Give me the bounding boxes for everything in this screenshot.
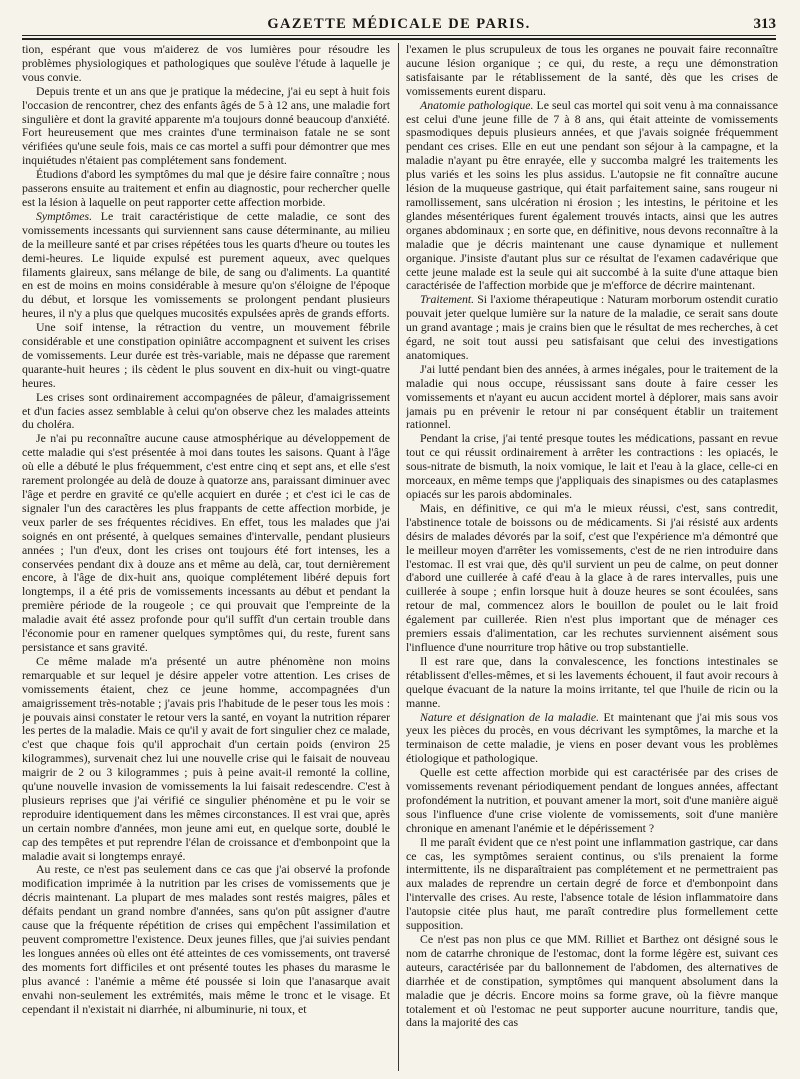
paragraph: [406, 99, 778, 294]
paragraph: Au reste, ce n'est pas seulement dans ce cas que j'ai observé la profonde modification imprimée à la nutrition par les crises de vomissements que je décris maintenant. La plupart de mes malades sont restés maigres, pâles et défaits pendant un grand nombre d'années, sans qu'on pût assigner d'autre cause que la fréquente répétition de crises qui empêchent l'assimilation et peuvent compromettre l'existence. Deux jeunes filles, que j'ai suivies pendant les longues années où elles ont été atteintes de ces vomissements, ont traversé des moments fort difficiles et ont présenté toutes les phases du marasme le plus avancé : l'anémie a même été poussée si loin que l'anasarque avait envahi non-seulement les extrémités, mais même le tronc et le visage. Et cependant il n'existait ni diarrhée, ni albuminurie, ni toux, et: [22, 862, 390, 1016]
paragraph: Je n'ai pu reconnaître aucune cause atmosphérique au développement de cette maladie qui s'est présentée à moi dans toutes les saisons. Quant à l'âge où elle a débuté le plus fréquemment, c'est entre cinq et sept ans, et elle s'est rarement prolongée au delà de douze à quatorze ans, paraissant diminuer avec l'âge et perdre en gravité ce qu'elle acquiert en durée ; et c'est ici le cas de signaler l'un des caractères les plus frappants de cette affection morbide, je veux parler de ses fréquentes récidives. En effet, tous les malades que j'ai soignés en ont présenté, à quelques semaines d'intervalle, pendant plusieurs années ; l'un d'eux, dont les crises ont toujours été fort intenses, les a conservées pendant dix à douze ans et même au delà, car, tout dernièrement encore, à l'âge de dix-huit ans, quoique complétement libéré depuis fort longtemps, il a été pris de vomissements incessants au début et pendant la première période de la rougeole ; ce qui prouvait que l'empreinte de la maladie avait été assez profonde pour qu'il suffît d'un certain trouble dans l'économie pour en ramener quelques symptômes qui, du reste, furent sans persistance et sans gravité.: [22, 431, 390, 654]
header-rule-thick: [22, 38, 776, 40]
paragraph: Pendant la crise, j'ai tenté presque toutes les médications, passant en revue tout ce qui réussit ordinairement à arrêter les contractions : les opiacés, le sous-nitrate de bismuth, la noix vomique, le lait et l'eau à la glace, celle-ci en morceaux, en même temps que j'appliquais des sinapismes ou des cataplasmes opiacés sur les parois abdominales.: [406, 431, 778, 501]
paragraph-text: Et maintenant que j'ai mis sous vos yeux les pièces du procès, en vous décrivant les symptômes, la marche et la terminaison de cette maladie, je viens en poser devant vous les problèmes étiologique et pathologique.: [406, 709, 778, 766]
paragraph: Depuis trente et un ans que je pratique la médecine, j'ai eu sept à huit fois l'occasion de rencontrer, chez des enfants âgés de 5 à 12 ans, une maladie fort singulière et dont la gravité apparente m'a toujours donné beaucoup d'anxiété. Fort heureusement que mes craintes d'une terminaison fatale ne se sont vérifiées qu'une seule fois, mais ce cas mortel a suffi pour démontrer que mes inquiétudes n'étaient pas complétement sans fondement.: [22, 83, 390, 168]
paragraph: l'examen le plus scrupuleux de tous les organes ne pouvait faire reconnaître aucune lésion organique ; ce qui, du reste, a reçu une démonstration satisfaisante par le rétablissement de la santé, dès que les crises de vomissements eurent disparu.: [406, 43, 778, 98]
paragraph: Il me paraît évident que ce n'est point une inflammation gastrique, car dans ce cas, les symptômes seraient continus, ou s'ils prenaient la forme intermittente, ils ne disparaîtraient pas complétement et ne permettraient pas aux malades de reprendre un certain degré de force et d'embonpoint dans l'intervalle des crises. Au reste, l'absence totale de lésion inflammatoire dans l'autopsie citée plus haut, me paraît contredire plus formellement cette supposition.: [406, 834, 778, 933]
section-heading-traitement: Traitement.: [420, 292, 475, 307]
paragraph: Mais, en définitive, ce qui m'a le mieux réussi, c'est, sans contredit, l'abstinence totale de boissons ou de médicaments. Si j'ai résisté aux ardents désirs de malades dévorés par la soif, c'est que l'expérience m'a démontré que le meilleur moyen d'arrêter les vomissements, c'est de ne rien introduire dans l'estomac. Il est vrai que, dès qu'il survient un peu de calme, on peut donner d'abord une cuillerée à café d'eau à la glace à de rares intervalles, puis une cuillerée à soupe ; enfin lorsque huit à douze heures se sont écoulées, sans retour de mal, commencez alors le bouillon de poulet ou le lait froid également par cuillerée. Rien n'est plus important que de ménager ces premiers essais d'alimentation, car les rechutes surviennent aisément sous l'influence d'une nourriture trop hâtive ou trop substantielle.: [406, 500, 778, 654]
paragraph: Ce même malade m'a présenté un autre phénomène non moins remarquable et sur lequel je désire appeler votre attention. Les crises de vomissements étaient, chez ce jeune homme, accompagnées d'un amaigrissement très-notable ; j'avais pris l'habitude de le peser tous les mois : je pouvais ainsi constater le retour vers la santé, en voyant la nutrition réparer les pertes de la maladie. Mais ce qu'il y avait de fort singulier chez ce malade, c'est que chaque fois qu'il approchait d'un certain poids (environ 25 kilogrammes), survenait chez lui une nouvelle crise qui le faisait de nouveau maigrir de 2 ou 3 kilogrammes ; puis à peine avait-il remonté la colline, qu'une nouvelle invasion de vomissements la lui faisait redescendre. C'est à plusieurs reprises que j'ai vérifié ce singulier phénomène et pu le voir se reproduire identiquement dans les mêmes circonstances. Il est vrai que, après un certain nombre d'années, mon jeune ami eut, en quelque sorte, doublé le cap des tempêtes et put reprendre l'élan de croissance et d'embonpoint que la maladie avait si longtemps enrayé.: [22, 653, 390, 863]
page-number: 313: [753, 16, 776, 32]
paragraph: tion, espérant que vous m'aiderez de vos lumières pour résoudre les problèmes physiologiques et pathologiques que soulève l'étude à laquelle je vous convie.: [22, 43, 390, 84]
paragraph-text: Le seul cas mortel qui soit venu à ma connaissance est celui d'une jeune fille de 7 à 8 ans, qui était atteinte de vomissements spasmodiques depuis plusieurs années, et que j'avais soignée fréquemment pendant ces crises. Elle en eut une pendant son séjour à la campagne, et la maladie n'ayant pu être enrayée, elle y succomba malgré les traitements les plus variés et les soins les plus assidus. L'autopsie ne fit connaître aucune lésion de la muqueuse gastrique, qui était parfaitement saine, sans rougeur ni ramollissement, sans ulcération ni érosion ; les intestins, le péritoine et les glandes mésentériques furent également trouvés intacts, ainsi que les autres organes abdominaux ; en sorte que, en définitive, nous devons reconnaître à la maladie que je décris maintenant une cause dynamique et nullement organique. J'insiste d'autant plus sur ce résultat de l'examen cadavérique que cette jeune malade est la seule qui ait succombé à la suite d'une attaque bien caractérisée de l'affection morbide que je m'efforce de décrire maintenant.: [406, 97, 778, 293]
paragraph-text: Le trait caractéristique de cette maladie, ce sont des vomissements incessants qui surviennent sans cause déterminante, au milieu de la meilleure santé et par crises répétées tous les quarts d'heure ou toutes les demi-heures. Le liquide expulsé est purement aqueux, avec quelques filaments glaireux, sans mélange de bile, de sang ou d'aliments. La quantité en est de moins en moins considérable à mesure qu'on s'éloigne de l'époque du début, et lorsque les vomissements se prolongent pendant plusieurs heures, il n'y a plus que quelques mucosités expulsées après de grands efforts.: [22, 208, 390, 321]
paragraph: Quelle est cette affection morbide qui est caractérisée par des crises de vomissements revenant périodiquement pendant de longues années, affectant profondément la nutrition, et pouvant amener la mort, soit d'une manière aiguë sous l'influence d'une crise violente de vomissements, soit d'une manière chronique en amenant l'anémie et le dépérissement ?: [406, 765, 778, 835]
section-heading-nature: Nature et désignation de la maladie.: [420, 709, 600, 724]
paragraph: Une soif intense, la rétraction du ventre, un mouvement fébrile considérable et une constipation opiniâtre accompagnent et suivent les crises de vomissements. Leur durée est très-variable, mais ne dépasse que rarement quarante-huit heures ; ils cèdent le plus souvent en dix-huit ou vingt-quatre heures.: [22, 320, 390, 390]
section-heading-symptomes: Symptômes.: [36, 208, 93, 223]
paragraph: Il est rare que, dans la convalescence, les fonctions intestinales se rétablissent d'elles-mêmes, et si les lavements échouent, il faut avoir recours à quelque évacuant de la nature la moins irritante, tel que l'huile de ricin ou la manne.: [406, 653, 778, 710]
paragraph: [22, 210, 390, 321]
page-header: [22, 8, 776, 38]
paragraph-text: Si l'axiome thérapeutique : Naturam morborum ostendit curatio pouvait jeter quelque lumière sur la nature de la maladie, ce serait sans doute un grand avantage ; mais je crains bien que le résultat de mes recherches, à cet égard, ne soit tout aussi peu satisfaisant que celui des investigations anatomiques.: [406, 292, 778, 362]
left-column: [22, 43, 390, 1073]
paragraph: [406, 711, 778, 767]
paragraph: [406, 293, 778, 363]
paragraph: Ce n'est pas non plus ce que MM. Rilliet et Barthez ont désigné sous le nom de catarrhe chronique de l'estomac, dont la forme légère est, suivant ces auteurs, caractérisée par du ballonnement de l'abdomen, des alternatives de diarrhée et de constipation, symptômes qui manquent absolument dans la maladie que je décris. Encore moins sa forme grave, où la fièvre manque totalement et où l'estomac ne peut supporter aucune nourriture, tandis que, dans la majorité des cas: [406, 932, 778, 1030]
header-rule-thin: [22, 35, 776, 36]
column-divider: [398, 43, 399, 1071]
paragraph: Étudions d'abord les symptômes du mal que je désire faire connaître ; nous passerons ensuite au traitement et enfin au diagnostic, pour rechercher quelle est la lésion à laquelle on peut rapporter cette affection morbide.: [22, 167, 390, 209]
section-heading-anatomie: Anatomie pathologique.: [420, 97, 534, 112]
paragraph: J'ai lutté pendant bien des années, à armes inégales, pour le traitement de la maladie qui nous occupe, réussissant sans doute à faire cesser les vomissements et n'ayant eu aucun accident mortel à déplorer, mais sans avoir jamais pu en prévenir le retour ni par conséquent établir un traitement rationnel.: [406, 361, 778, 432]
right-column: [406, 43, 778, 1073]
journal-title: GAZETTE MÉDICALE DE PARIS.: [267, 16, 531, 32]
paragraph: Les crises sont ordinairement accompagnées de pâleur, d'amaigrissement et d'un facies assez semblable à celui qu'on observe chez les malades atteints du choléra.: [22, 389, 390, 432]
